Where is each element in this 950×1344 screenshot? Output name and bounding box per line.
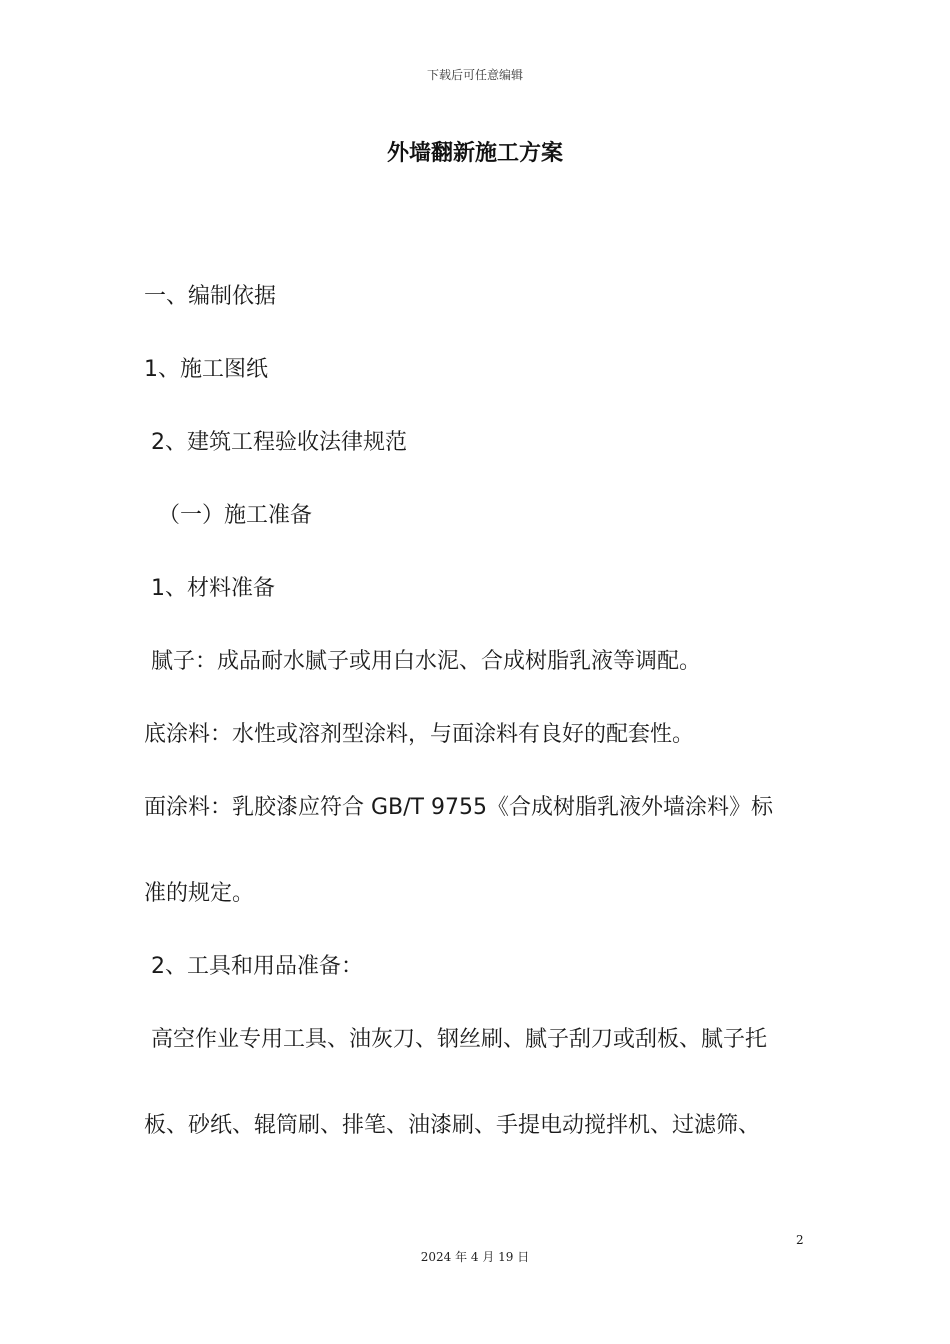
document-title: 外墙翻新施工方案: [386, 141, 563, 166]
basis-item-1: 1、施工图纸: [144, 357, 268, 382]
putty-paragraph: 腻子：成品耐水腻子或用白水泥、合成树脂乳液等调配。: [144, 649, 701, 674]
basis-item-2: 2、建筑工程验收法律规范: [144, 430, 407, 455]
subsection-heading-preparation: （一）施工准备: [144, 503, 312, 528]
tools-paragraph-line2: 板、砂纸、辊筒刷、排笔、油漆刷、手提电动搅拌机、过滤筛、: [144, 1113, 761, 1138]
section-heading-basis: 一、编制依据: [144, 284, 277, 309]
material-prep-heading: 1、材料准备: [144, 576, 275, 601]
footer-date: 2024 年 4 月 19 日: [420, 1250, 530, 1264]
primer-paragraph: 底涂料：水性或溶剂型涂料，与面涂料有良好的配套性。: [144, 722, 695, 747]
topcoat-paragraph-line2: 准的规定。: [144, 881, 255, 906]
topcoat-paragraph-line1: 面涂料：乳胶漆应符合 GB/T 9755《合成树脂乳液外墙涂料》标: [144, 795, 773, 820]
page-number: 2: [796, 1233, 804, 1247]
tools-prep-heading: 2、工具和用品准备：: [144, 954, 363, 979]
tools-paragraph-line1: 高空作业专用工具、油灰刀、钢丝刷、腻子刮刀或刮板、腻子托: [144, 1027, 767, 1052]
header-note: 下载后可任意编辑: [426, 68, 523, 82]
